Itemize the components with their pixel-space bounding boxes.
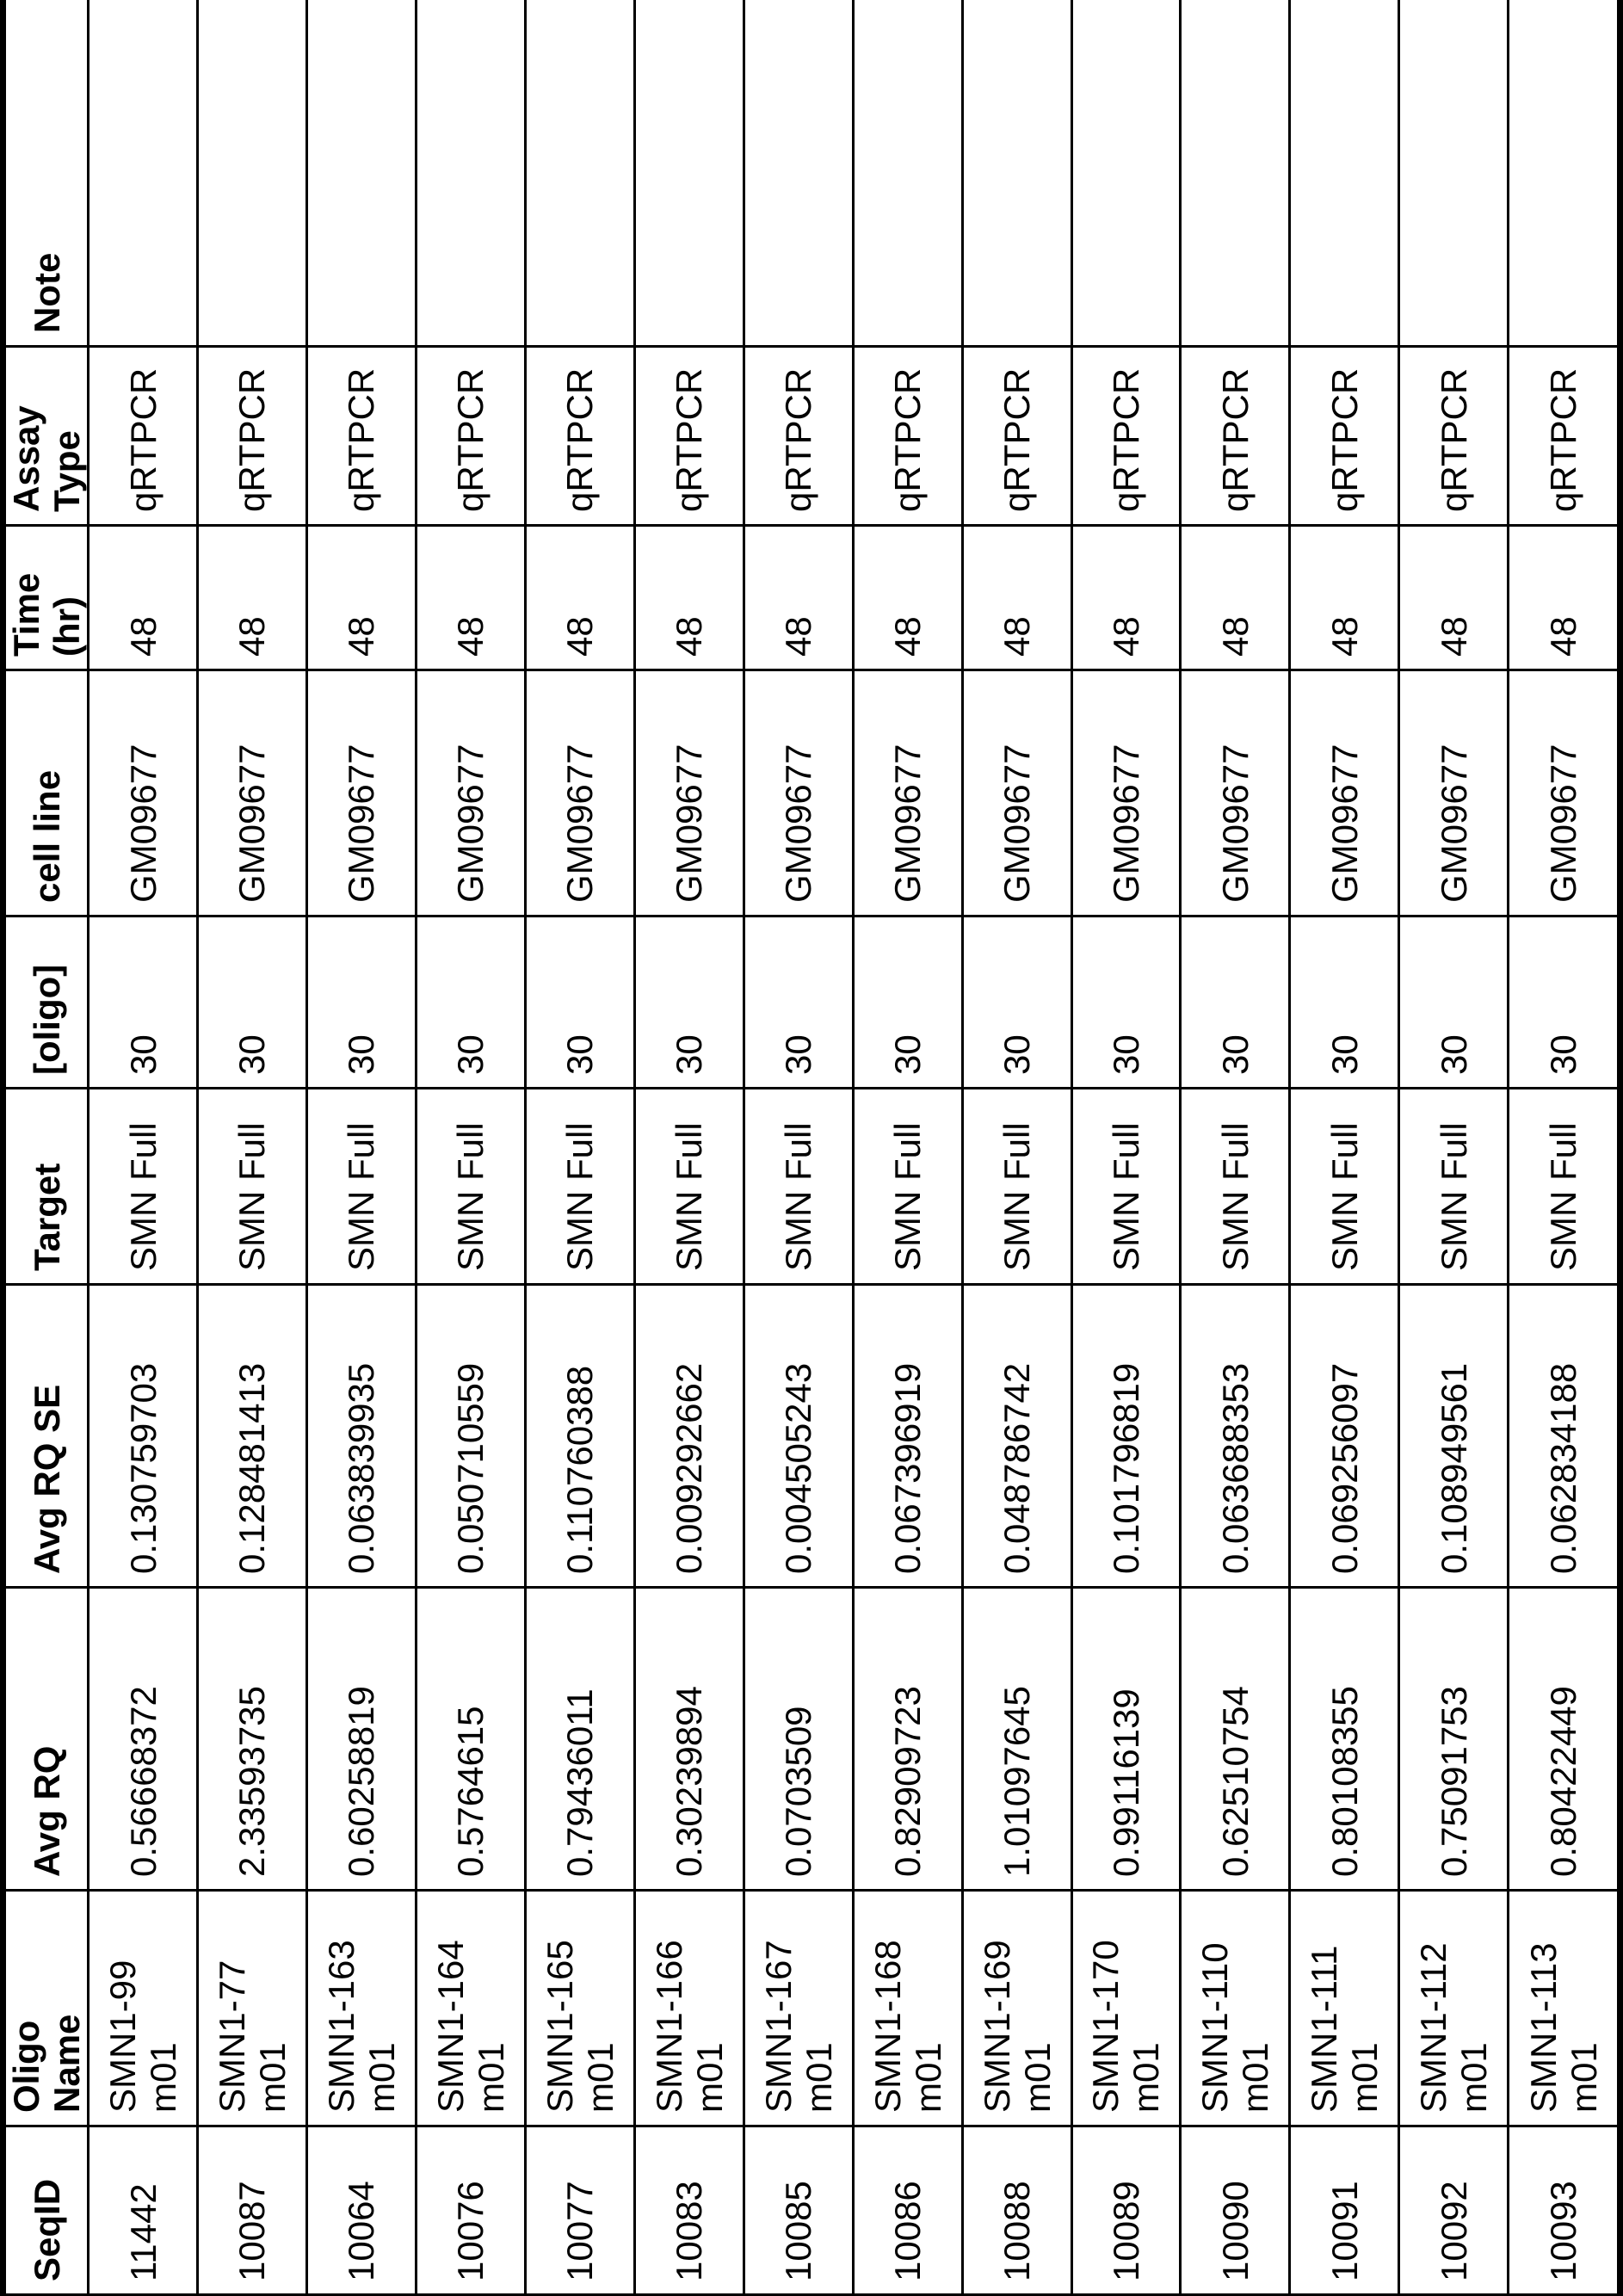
table-row [198,0,307,2295]
cell-avg_rq_se: 0.110760388 [525,1285,634,1588]
cell-note [416,0,525,347]
cell-assay_type: qRTPCR [962,347,1071,526]
cell-seqid: 10077 [525,2126,634,2295]
cell-time_hr: 48 [525,526,634,670]
cell-oligo_conc: 30 [416,917,525,1089]
cell-assay_type: qRTPCR [1290,347,1399,526]
cell-avg_rq_se: 0.009292662 [634,1285,744,1588]
header-row [3,0,89,2295]
cell-time_hr: 48 [306,526,416,670]
cell-oligo_conc: 30 [853,917,962,1089]
cell-avg_rq_se: 0.108949561 [1399,1285,1509,1588]
cell-seqid: 10076 [416,2126,525,2295]
cell-target: SMN Full [89,1089,198,1285]
cell-target: SMN Full [525,1089,634,1285]
table-body [89,0,1620,2295]
cell-assay_type: qRTPCR [1509,347,1620,526]
table-row [634,0,744,2295]
cell-avg_rq: 0.80108355 [1290,1588,1399,1891]
cell-oligo_name: SMN1-113 m01 [1509,1891,1620,2126]
cell-oligo_conc: 30 [962,917,1071,1089]
cell-cell_line: GM09677 [1181,670,1290,917]
cell-time_hr: 48 [962,526,1071,670]
cell-seqid: 10093 [1509,2126,1620,2295]
cell-assay_type: qRTPCR [416,347,525,526]
cell-cell_line: GM09677 [962,670,1071,917]
column-header-time-hr: Time (hr) [3,526,89,670]
column-header-note: Note [3,0,89,347]
cell-oligo_conc: 30 [306,917,416,1089]
cell-assay_type: qRTPCR [89,347,198,526]
table-row [1399,0,1509,2295]
table-row [962,0,1071,2295]
table-row [1290,0,1399,2295]
cell-oligo_conc: 30 [1509,917,1620,1089]
cell-avg_rq_se: 0.130759703 [89,1285,198,1588]
cell-oligo_name: SMN1-110 m01 [1181,1891,1290,2126]
column-header-oligo-conc: [oligo] [3,917,89,1089]
cell-avg_rq_se: 0.128481413 [198,1285,307,1588]
cell-avg_rq_se: 0.069256097 [1290,1285,1399,1588]
column-header-avg-rq: Avg RQ [3,1588,89,1891]
cell-seqid: 10089 [1071,2126,1181,2295]
cell-oligo_name: SMN1-169 m01 [962,1891,1071,2126]
cell-time_hr: 48 [416,526,525,670]
cell-oligo_conc: 30 [1181,917,1290,1089]
cell-oligo_conc: 30 [525,917,634,1089]
cell-cell_line: GM09677 [416,670,525,917]
cell-oligo_name: SMN1-167 m01 [744,1891,853,2126]
cell-seqid: 10086 [853,2126,962,2295]
cell-oligo_name: SMN1-165 m01 [525,1891,634,2126]
cell-target: SMN Full [1290,1089,1399,1285]
cell-assay_type: qRTPCR [1181,347,1290,526]
cell-avg_rq: 0.60258819 [306,1588,416,1891]
column-header-seqid: SeqID [3,2126,89,2295]
cell-target: SMN Full [853,1089,962,1285]
cell-note [306,0,416,347]
cell-oligo_conc: 30 [1290,917,1399,1089]
cell-assay_type: qRTPCR [306,347,416,526]
cell-assay_type: qRTPCR [744,347,853,526]
cell-target: SMN Full [634,1089,744,1285]
table-row [853,0,962,2295]
table-row [525,0,634,2295]
cell-seqid: 10085 [744,2126,853,2295]
cell-time_hr: 48 [89,526,198,670]
cell-cell_line: GM09677 [1509,670,1620,917]
cell-note [1399,0,1509,347]
cell-avg_rq: 0.30239894 [634,1588,744,1891]
cell-cell_line: GM09677 [1399,670,1509,917]
cell-assay_type: qRTPCR [1399,347,1509,526]
cell-oligo_name: SMN1-166 m01 [634,1891,744,2126]
cell-target: SMN Full [416,1089,525,1285]
cell-note [853,0,962,347]
cell-oligo_name: SMN1-99 m01 [89,1891,198,2126]
table-row [306,0,416,2295]
cell-avg_rq_se: 0.048786742 [962,1285,1071,1588]
cell-note [1509,0,1620,347]
cell-seqid: 11442 [89,2126,198,2295]
column-header-assay-type: Assay Type [3,347,89,526]
cell-oligo_conc: 30 [1399,917,1509,1089]
column-header-avg-rq-se: Avg RQ SE [3,1285,89,1588]
cell-target: SMN Full [1509,1089,1620,1285]
cell-avg_rq: 0.62510754 [1181,1588,1290,1891]
cell-avg_rq: 0.99116139 [1071,1588,1181,1891]
cell-time_hr: 48 [1399,526,1509,670]
cell-seqid: 10087 [198,2126,307,2295]
cell-avg_rq: 0.82909723 [853,1588,962,1891]
cell-avg_rq_se: 0.004505243 [744,1285,853,1588]
cell-note [1181,0,1290,347]
cell-target: SMN Full [306,1089,416,1285]
cell-avg_rq: 0.79436011 [525,1588,634,1891]
cell-seqid: 10090 [1181,2126,1290,2295]
cell-assay_type: qRTPCR [853,347,962,526]
cell-cell_line: GM09677 [1290,670,1399,917]
cell-note [525,0,634,347]
cell-cell_line: GM09677 [525,670,634,917]
cell-avg_rq_se: 0.062834188 [1509,1285,1620,1588]
column-header-target: Target [3,1089,89,1285]
cell-cell_line: GM09677 [853,670,962,917]
column-header-cell-line: cell line [3,670,89,917]
cell-note [634,0,744,347]
table-row [1071,0,1181,2295]
cell-time_hr: 48 [634,526,744,670]
cell-avg_rq_se: 0.063839935 [306,1285,416,1588]
cell-note [1071,0,1181,347]
cell-oligo_name: SMN1-168 m01 [853,1891,962,2126]
cell-target: SMN Full [198,1089,307,1285]
cell-time_hr: 48 [198,526,307,670]
cell-oligo_name: SMN1-111 m01 [1290,1891,1399,2126]
cell-avg_rq: 2.33593735 [198,1588,307,1891]
cell-seqid: 10092 [1399,2126,1509,2295]
cell-avg_rq: 0.56668372 [89,1588,198,1891]
cell-oligo_conc: 30 [634,917,744,1089]
cell-time_hr: 48 [853,526,962,670]
cell-note [1290,0,1399,347]
cell-oligo_name: SMN1-164 m01 [416,1891,525,2126]
cell-assay_type: qRTPCR [525,347,634,526]
cell-oligo_name: SMN1-112 m01 [1399,1891,1509,2126]
cell-time_hr: 48 [1290,526,1399,670]
cell-target: SMN Full [1399,1089,1509,1285]
cell-note [744,0,853,347]
cell-cell_line: GM09677 [89,670,198,917]
cell-seqid: 10064 [306,2126,416,2295]
cell-avg_rq_se: 0.063688353 [1181,1285,1290,1588]
cell-note [89,0,198,347]
cell-time_hr: 48 [1071,526,1181,670]
cell-assay_type: qRTPCR [634,347,744,526]
cell-target: SMN Full [744,1089,853,1285]
cell-time_hr: 48 [1509,526,1620,670]
cell-oligo_name: SMN1-163 m01 [306,1891,416,2126]
cell-note [962,0,1071,347]
cell-cell_line: GM09677 [1071,670,1181,917]
table-row [1509,0,1620,2295]
cell-oligo_conc: 30 [89,917,198,1089]
table-row [89,0,198,2295]
table-header [3,0,89,2295]
cell-avg_rq_se: 0.050710559 [416,1285,525,1588]
table-row [1181,0,1290,2295]
cell-avg_rq_se: 0.067396919 [853,1285,962,1588]
cell-oligo_name: SMN1-77 m01 [198,1891,307,2126]
cell-seqid: 10091 [1290,2126,1399,2295]
cell-target: SMN Full [1071,1089,1181,1285]
cell-cell_line: GM09677 [198,670,307,917]
cell-target: SMN Full [962,1089,1071,1285]
cell-cell_line: GM09677 [306,670,416,917]
table-row [744,0,853,2295]
cell-time_hr: 48 [744,526,853,670]
cell-avg_rq_se: 0.101796819 [1071,1285,1181,1588]
cell-cell_line: GM09677 [744,670,853,917]
cell-assay_type: qRTPCR [1071,347,1181,526]
cell-avg_rq: 0.80422449 [1509,1588,1620,1891]
cell-oligo_conc: 30 [1071,917,1181,1089]
cell-note [198,0,307,347]
cell-seqid: 10083 [634,2126,744,2295]
column-header-oligo-name: Oligo Name [3,1891,89,2126]
cell-seqid: 10088 [962,2126,1071,2295]
cell-assay_type: qRTPCR [198,347,307,526]
cell-avg_rq: 0.5764615 [416,1588,525,1891]
table-row [416,0,525,2295]
cell-avg_rq: 1.01097645 [962,1588,1071,1891]
cell-avg_rq: 0.75091753 [1399,1588,1509,1891]
cell-target: SMN Full [1181,1089,1290,1285]
cell-avg_rq: 0.0703509 [744,1588,853,1891]
cell-cell_line: GM09677 [634,670,744,917]
cell-oligo_conc: 30 [198,917,307,1089]
cell-oligo_name: SMN1-170 m01 [1071,1891,1181,2126]
cell-time_hr: 48 [1181,526,1290,670]
cell-oligo_conc: 30 [744,917,853,1089]
